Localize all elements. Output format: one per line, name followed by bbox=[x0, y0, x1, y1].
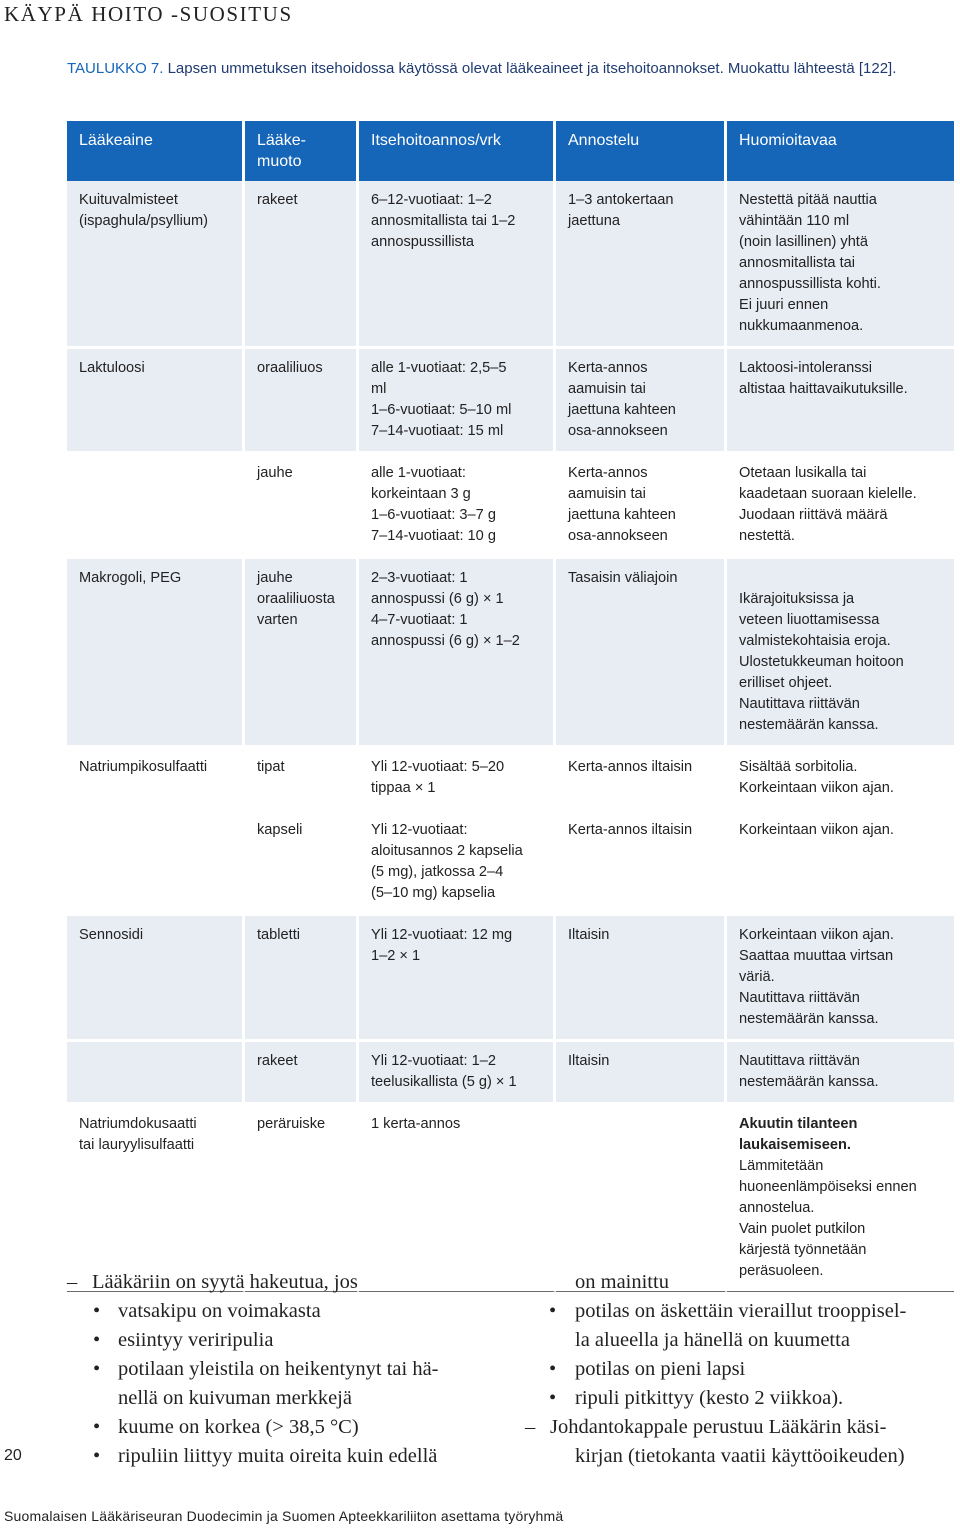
document-header-title: KÄYPÄ HOITO -SUOSITUS bbox=[4, 2, 293, 26]
cell-form bbox=[245, 181, 359, 349]
cell-text-line: 1–6-vuotiaat: 3–7 g bbox=[371, 507, 496, 523]
cell-drug bbox=[67, 559, 245, 748]
cell-text-line: Korkeintaan viikon ajan. bbox=[739, 780, 894, 796]
cell-text-line: (5–10 mg) kapselia bbox=[371, 885, 496, 901]
cell-text-line: osa-annokseen bbox=[568, 423, 668, 439]
cell-form bbox=[245, 1105, 359, 1292]
cell-text-line: Korkeintaan viikon ajan. bbox=[739, 822, 894, 838]
cell-text-line: jauhe bbox=[257, 570, 293, 586]
column-header-dosing: Annostelu bbox=[556, 121, 727, 181]
list-item-text: kuume on korkea (> 38,5 °C) bbox=[118, 1416, 359, 1438]
cell-text-line: Ikärajoituksissa ja bbox=[739, 591, 855, 607]
list-item-continuation bbox=[525, 1268, 955, 1297]
cell-text-line: korkeintaan 3 g bbox=[371, 486, 471, 502]
body-text-left-column bbox=[67, 1268, 507, 1471]
cell-text-line: Nautittava riittävän bbox=[739, 696, 860, 712]
cell-text-line: Yli 12-vuotiaat: 5–20 bbox=[371, 759, 505, 775]
bullet-marker: • bbox=[93, 1358, 101, 1380]
list-item-text: potilas on äskettäin vieraillut trooppisel- bbox=[575, 1300, 907, 1322]
column-header-drug: Lääkeaine bbox=[67, 121, 245, 181]
cell-text-line: jaettuna kahteen bbox=[568, 402, 676, 418]
cell-drug bbox=[67, 1105, 245, 1292]
cell-text-line: nukkumaanmenoa. bbox=[739, 318, 864, 334]
cell-text-line: aamuisin tai bbox=[568, 486, 646, 502]
cell-dose bbox=[359, 559, 556, 748]
bullet-list-item bbox=[525, 1384, 955, 1413]
list-item-text: ripuliin liittyy muita oireita kuin edellä bbox=[118, 1445, 438, 1467]
cell-text-line: Sisältää sorbitolia. bbox=[739, 759, 858, 775]
cell-text-line: väriä. bbox=[739, 969, 775, 985]
dash-marker: – bbox=[67, 1271, 78, 1293]
cell-form bbox=[245, 916, 359, 1042]
cell-text-line: annostelua. bbox=[739, 1200, 815, 1216]
cell-text-line: Kuituvalmisteet bbox=[79, 192, 178, 208]
cell-dose bbox=[359, 811, 556, 916]
cell-text-line: teelusikallista (5 g) × 1 bbox=[371, 1074, 517, 1090]
cell-notes bbox=[727, 1042, 954, 1105]
bullet-list-item bbox=[525, 1355, 955, 1384]
cell-text-line: Natriumdokusaatti bbox=[79, 1116, 197, 1132]
cell-text-line: Iltaisin bbox=[568, 1053, 610, 1069]
cell-dosing bbox=[556, 1105, 727, 1292]
list-item-text: vatsakipu on voimakasta bbox=[118, 1300, 321, 1322]
cell-text-line: jaettuna kahteen bbox=[568, 507, 676, 523]
bullet-marker: • bbox=[93, 1445, 101, 1467]
cell-text-line: 1–3 antokertaan bbox=[568, 192, 674, 208]
cell-dose bbox=[359, 181, 556, 349]
cell-text-line: 6–12-vuotiaat: 1–2 bbox=[371, 192, 492, 208]
list-item-text: esiintyy veriripulia bbox=[118, 1329, 274, 1351]
dash-marker: – bbox=[525, 1416, 536, 1438]
cell-text-line: laukaisemiseen. bbox=[739, 1137, 851, 1153]
cell-text-line: nestemäärän kanssa. bbox=[739, 1011, 879, 1027]
bullet-marker: • bbox=[549, 1300, 557, 1322]
table-row bbox=[67, 748, 954, 811]
cell-text-line: 1–6-vuotiaat: 5–10 ml bbox=[371, 402, 512, 418]
bullet-marker: • bbox=[549, 1358, 557, 1380]
cell-text-line: 1 kerta-annos bbox=[371, 1116, 461, 1132]
cell-text-line: Kerta-annos iltaisin bbox=[568, 822, 693, 838]
cell-text-line: Yli 12-vuotiaat: bbox=[371, 822, 468, 838]
cell-text-line: Sennosidi bbox=[79, 927, 144, 943]
cell-text-line: Lämmitetään bbox=[739, 1158, 824, 1174]
cell-text-line: alle 1-vuotiaat: 2,5–5 bbox=[371, 360, 507, 376]
cell-dose bbox=[359, 454, 556, 559]
cell-text-line: veteen liuottamisessa bbox=[739, 612, 880, 628]
cell-notes bbox=[727, 916, 954, 1042]
cell-text-line: Natriumpikosulfaatti bbox=[79, 759, 208, 775]
cell-text-line: Kerta-annos bbox=[568, 360, 648, 376]
list-item-continuation bbox=[67, 1384, 507, 1413]
cell-text-line: oraaliliuosta bbox=[257, 591, 335, 607]
cell-drug bbox=[67, 181, 245, 349]
cell-text-line: huoneenlämpöiseksi ennen bbox=[739, 1179, 917, 1195]
cell-text-line: Otetaan lusikalla tai bbox=[739, 465, 867, 481]
cell-text-line: aloitusannos 2 kapselia bbox=[371, 843, 523, 859]
body-text-right-column bbox=[525, 1268, 955, 1471]
cell-text-line: annospussi (6 g) × 1–2 bbox=[371, 633, 520, 649]
table-row bbox=[67, 181, 954, 349]
cell-text-line: tipat bbox=[257, 759, 285, 775]
cell-text-line: Kerta-annos iltaisin bbox=[568, 759, 693, 775]
table-row bbox=[67, 454, 954, 559]
table-caption bbox=[67, 58, 937, 80]
cell-text-line: jaettuna bbox=[568, 213, 620, 229]
cell-text-line: annosmitallista tai bbox=[739, 255, 855, 271]
bullet-marker: • bbox=[93, 1300, 101, 1322]
bullet-list-item bbox=[67, 1442, 507, 1471]
list-item-text: ripuli pitkittyy (kesto 2 viikkoa). bbox=[575, 1387, 844, 1409]
cell-text-line: Ulostetukkeuman hoitoon bbox=[739, 654, 904, 670]
cell-text-line: rakeet bbox=[257, 192, 298, 208]
cell-text-line: Laktoosi-intoleranssi bbox=[739, 360, 873, 376]
table-row bbox=[67, 349, 954, 454]
cell-text-line: Nautittava riittävän bbox=[739, 990, 860, 1006]
cell-text-line: Vain puolet putkilon bbox=[739, 1221, 866, 1237]
bullet-list-item bbox=[67, 1297, 507, 1326]
cell-dosing bbox=[556, 916, 727, 1042]
page-footer: Suomalaisen Lääkäriseuran Duodecimin ja Suomen Apteekkariliiton asettama työryhmä bbox=[4, 1508, 564, 1524]
cell-text-line: Nautittava riittävän bbox=[739, 1053, 860, 1069]
table-row bbox=[67, 559, 954, 748]
cell-form bbox=[245, 1042, 359, 1105]
cell-text-line: rakeet bbox=[257, 1053, 298, 1069]
cell-dosing bbox=[556, 811, 727, 916]
column-header-form: Lääke- muoto bbox=[245, 121, 359, 181]
cell-drug bbox=[67, 1042, 245, 1105]
cell-text-line: annospussillista kohti. bbox=[739, 276, 881, 292]
cell-text-line: ml bbox=[371, 381, 387, 397]
cell-notes bbox=[727, 181, 954, 349]
cell-notes bbox=[727, 454, 954, 559]
page-number: 20 bbox=[4, 1447, 22, 1464]
cell-dose bbox=[359, 748, 556, 811]
cell-text-line: Laktuloosi bbox=[79, 360, 145, 376]
cell-text-line: Ei juuri ennen bbox=[739, 297, 829, 313]
cell-text-line: annospussillista bbox=[371, 234, 475, 250]
cell-dose bbox=[359, 1105, 556, 1292]
list-item-continuation bbox=[525, 1442, 955, 1471]
column-header-notes: Huomioitavaa bbox=[727, 121, 954, 181]
cell-text-line: (noin lasillinen) yhtä bbox=[739, 234, 868, 250]
list-item-text: kirjan (tietokanta vaatii käyttöoikeuden) bbox=[575, 1445, 905, 1467]
table-caption-label: TAULUKKO 7. bbox=[67, 60, 164, 77]
cell-text-line: Juodaan riittävä määrä bbox=[739, 507, 888, 523]
cell-dosing bbox=[556, 454, 727, 559]
cell-drug bbox=[67, 349, 245, 454]
list-item-text: potilaan yleistila on heikentynyt tai hä- bbox=[118, 1358, 439, 1380]
bullet-list-item bbox=[67, 1355, 507, 1384]
list-item-text: on mainittu bbox=[575, 1271, 669, 1293]
cell-drug bbox=[67, 748, 245, 811]
cell-text-line: Yli 12-vuotiaat: 1–2 bbox=[371, 1053, 496, 1069]
cell-text-line: oraaliliuos bbox=[257, 360, 323, 376]
list-item-text: Johdantokappale perustuu Lääkärin käsi- bbox=[550, 1416, 887, 1438]
cell-dosing bbox=[556, 181, 727, 349]
cell-dose bbox=[359, 349, 556, 454]
cell-drug bbox=[67, 454, 245, 559]
cell-text-line: nestettä. bbox=[739, 528, 795, 544]
cell-dosing bbox=[556, 1042, 727, 1105]
cell-form bbox=[245, 559, 359, 748]
cell-notes bbox=[727, 349, 954, 454]
cell-text-line: peräsuoleen. bbox=[739, 1263, 824, 1279]
cell-text-line: alle 1-vuotiaat: bbox=[371, 465, 466, 481]
cell-text-line: 1–2 × 1 bbox=[371, 948, 421, 964]
cell-text-line: Saattaa muuttaa virtsan bbox=[739, 948, 894, 964]
cell-form bbox=[245, 349, 359, 454]
cell-notes bbox=[727, 1105, 954, 1292]
cell-text-line: annospussi (6 g) × 1 bbox=[371, 591, 504, 607]
table-header-row bbox=[67, 121, 954, 181]
cell-dosing bbox=[556, 349, 727, 454]
cell-text-line: 7–14-vuotiaat: 15 ml bbox=[371, 423, 504, 439]
cell-text-line: Nestettä pitää nauttia bbox=[739, 192, 877, 208]
cell-form bbox=[245, 811, 359, 916]
cell-text-line: tabletti bbox=[257, 927, 300, 943]
cell-text-line: 4–7-vuotiaat: 1 bbox=[371, 612, 468, 628]
cell-text-line: erilliset ohjeet. bbox=[739, 675, 833, 691]
bullet-marker: • bbox=[93, 1416, 101, 1438]
dash-list-item bbox=[525, 1413, 955, 1442]
list-item-text: la alueella ja hänellä on kuumetta bbox=[575, 1329, 850, 1351]
table-row bbox=[67, 811, 954, 916]
cell-text-line: (ispaghula/psyllium) bbox=[79, 213, 208, 229]
table-row bbox=[67, 916, 954, 1042]
cell-text-line: nestemäärän kanssa. bbox=[739, 717, 879, 733]
medication-table bbox=[67, 121, 954, 1292]
bullet-list-item bbox=[67, 1413, 507, 1442]
cell-text-line: jauhe bbox=[257, 465, 293, 481]
list-item-text: nellä on kuivuman merkkejä bbox=[118, 1387, 352, 1409]
cell-text-line: tai lauryylisulfaatti bbox=[79, 1137, 195, 1153]
table-row bbox=[67, 1042, 954, 1105]
cell-dose bbox=[359, 1042, 556, 1105]
bullet-list-item bbox=[67, 1326, 507, 1355]
cell-text-line: altistaa haittavaikutuksille. bbox=[739, 381, 908, 397]
cell-text-line: Iltaisin bbox=[568, 927, 610, 943]
cell-text-line: osa-annokseen bbox=[568, 528, 668, 544]
list-item-text: potilas on pieni lapsi bbox=[575, 1358, 746, 1380]
cell-dosing bbox=[556, 559, 727, 748]
bullet-list-item bbox=[525, 1297, 955, 1326]
cell-text-line: Korkeintaan viikon ajan. bbox=[739, 927, 894, 943]
cell-text-line: (5 mg), jatkossa 2–4 bbox=[371, 864, 504, 880]
cell-text-line: Yli 12-vuotiaat: 12 mg bbox=[371, 927, 513, 943]
cell-drug bbox=[67, 916, 245, 1042]
cell-notes bbox=[727, 748, 954, 811]
cell-text-line: Akuutin tilanteen bbox=[739, 1116, 858, 1132]
cell-text-line: Kerta-annos bbox=[568, 465, 648, 481]
list-item-continuation bbox=[525, 1326, 955, 1355]
cell-form bbox=[245, 748, 359, 811]
cell-text-line: vähintään 110 ml bbox=[739, 213, 850, 229]
table-body bbox=[67, 181, 954, 1292]
table-caption-text: Lapsen ummetuksen itsehoidossa käytössä olevat lääkeaineet ja itsehoitoannokset. Muokattu lähteestä [122]. bbox=[163, 60, 897, 77]
cell-form bbox=[245, 454, 359, 559]
cell-text-line: annosmitallista tai 1–2 bbox=[371, 213, 516, 229]
cell-text-line: Makrogoli, PEG bbox=[79, 570, 182, 586]
cell-text-line: peräruiske bbox=[257, 1116, 326, 1132]
cell-notes bbox=[727, 811, 954, 916]
cell-text-line: kapseli bbox=[257, 822, 303, 838]
cell-text-line: 7–14-vuotiaat: 10 g bbox=[371, 528, 496, 544]
cell-text-line: nestemäärän kanssa. bbox=[739, 1074, 879, 1090]
cell-dosing bbox=[556, 748, 727, 811]
cell-text-line: Tasaisin väliajoin bbox=[568, 570, 678, 586]
cell-text-line: aamuisin tai bbox=[568, 381, 646, 397]
cell-text-line: 2–3-vuotiaat: 1 bbox=[371, 570, 468, 586]
cell-text-line: kärjestä työnnetään bbox=[739, 1242, 867, 1258]
column-header-dose: Itsehoitoannos/vrk bbox=[359, 121, 556, 181]
cell-text-line: valmistekohtaisia eroja. bbox=[739, 633, 891, 649]
cell-dose bbox=[359, 916, 556, 1042]
dash-list-item bbox=[67, 1268, 507, 1297]
cell-text-line: tippaa × 1 bbox=[371, 780, 436, 796]
cell-text-line bbox=[739, 568, 942, 589]
cell-drug bbox=[67, 811, 245, 916]
cell-text-line: varten bbox=[257, 612, 298, 628]
cell-text-line: kaadetaan suoraan kielelle. bbox=[739, 486, 917, 502]
list-item-text: Lääkäriin on syytä hakeutua, jos bbox=[92, 1271, 358, 1293]
cell-notes bbox=[727, 559, 954, 748]
bullet-marker: • bbox=[93, 1329, 101, 1351]
bullet-marker: • bbox=[549, 1387, 557, 1409]
table-row bbox=[67, 1105, 954, 1292]
